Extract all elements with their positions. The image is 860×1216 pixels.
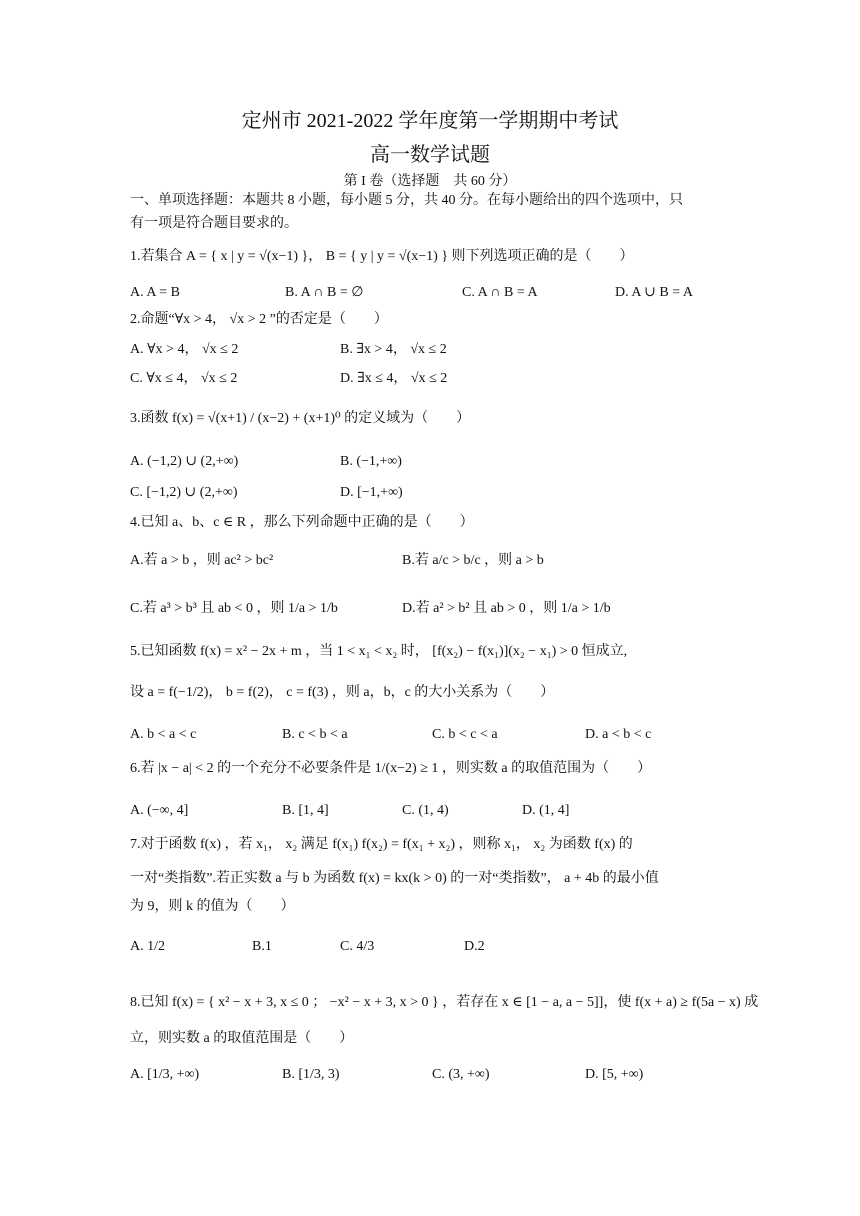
exam-subtitle: 高一数学试题 bbox=[370, 144, 490, 166]
question-4-option-c: C.若 a³ > b³ 且 ab < 0 ，则 1/a > 1/b bbox=[130, 601, 338, 616]
question-6-option-c: C. (1, 4) bbox=[402, 803, 449, 818]
instruction-line: 有一项是符合题目要求的。 bbox=[130, 216, 298, 231]
question-2-option-c: C. ∀x ≤ 4， √x ≤ 2 bbox=[130, 371, 238, 386]
question-3-option-a: A. (−1,2) ∪ (2,+∞) bbox=[130, 454, 239, 469]
question-5-option-d: D. a < b < c bbox=[585, 727, 652, 742]
section-heading: 第 I 卷（选择题 共 60 分） bbox=[343, 174, 517, 189]
question-5-option-a: A. b < a < c bbox=[130, 727, 197, 742]
question-2-option-b: B. ∃x > 4， √x ≤ 2 bbox=[340, 342, 447, 357]
question-5-option-c: C. b < c < a bbox=[432, 727, 498, 742]
question-7-option-d: D.2 bbox=[464, 939, 485, 954]
question-7-stem: 一对“类指数”.若正实数 a 与 b 为函数 f(x) = kx(k > 0) 的一对“类指数”， a + 4b 的最小值 bbox=[130, 871, 659, 886]
question-1-option-b: B. A ∩ B = ∅ bbox=[285, 285, 364, 300]
exam-title: 定州市 2021-2022 学年度第一学期期中考试 bbox=[241, 110, 619, 132]
question-8-option-b: B. [1/3, 3) bbox=[282, 1067, 340, 1082]
question-7-option-a: A. 1/2 bbox=[130, 939, 165, 954]
question-5-option-b: B. c < b < a bbox=[282, 727, 348, 742]
question-6-option-b: B. [1, 4] bbox=[282, 803, 329, 818]
question-2-stem: 2.命题“∀x > 4， √x > 2 ”的否定是（ ） bbox=[130, 312, 388, 327]
question-8-option-d: D. [5, +∞) bbox=[585, 1067, 644, 1082]
question-6-option-a: A. (−∞, 4] bbox=[130, 803, 189, 818]
question-4-option-b: B.若 a/c > b/c ，则 a > b bbox=[402, 553, 544, 568]
question-5-stem: 设 a = f(−1/2)， b = f(2)， c = f(3) ，则 a，b，c 的大小关系为（ ） bbox=[130, 685, 555, 700]
question-6-stem: 6.若 |x − a| < 2 的一个充分不必要条件是 1/(x−2) ≥ 1 ，则实数 a 的取值范围为（ ） bbox=[130, 761, 652, 776]
question-6-option-d: D. (1, 4] bbox=[522, 803, 570, 818]
question-1-option-d: D. A ∪ B = A bbox=[615, 285, 693, 300]
question-3-stem: 3.函数 f(x) = √(x+1) / (x−2) + (x+1)⁰ 的定义域为（ ） bbox=[130, 411, 471, 426]
question-1-option-c: C. A ∩ B = A bbox=[462, 285, 538, 300]
question-4-option-d: D.若 a² > b² 且 ab > 0 ，则 1/a > 1/b bbox=[402, 601, 611, 616]
question-5-stem: 5.已知函数 f(x) = x² − 2x + m ，当 1 < x₁ < x₂ 时， [f(x₂) − f(x₁)](x₂ − x₁) > 0 恒成立, bbox=[130, 644, 628, 659]
question-3-option-c: C. [−1,2) ∪ (2,+∞) bbox=[130, 485, 238, 500]
question-7-option-b: B.1 bbox=[252, 939, 272, 954]
question-8-stem: 8.已知 f(x) = { x² − x + 3, x ≤ 0 ； −x² − x + 3, x > 0 } ，若存在 x ∈ [1 − a, a − 5]]，使 f(x + a) ≥ f(5a − x) 成 bbox=[130, 995, 759, 1010]
question-8-option-c: C. (3, +∞) bbox=[432, 1067, 490, 1082]
question-4-stem: 4.已知 a、b、c ∈ R ，那么下列命题中正确的是（ ） bbox=[130, 515, 474, 530]
question-2-option-d: D. ∃x ≤ 4， √x ≤ 2 bbox=[340, 371, 448, 386]
question-8-option-a: A. [1/3, +∞) bbox=[130, 1067, 200, 1082]
question-7-option-c: C. 4/3 bbox=[340, 939, 375, 954]
instruction-line: 一、单项选择题：本题共 8 小题，每小题 5 分，共 40 分。在每小题给出的四个选项中，只 bbox=[130, 193, 683, 208]
question-7-stem: 为 9，则 k 的值为（ ） bbox=[130, 899, 295, 914]
question-4-option-a: A.若 a > b ，则 ac² > bc² bbox=[130, 553, 274, 568]
question-7-stem: 7.对于函数 f(x) ，若 x₁， x₂ 满足 f(x₁) f(x₂) = f(x₁ + x₂) ，则称 x₁， x₂ 为函数 f(x) 的 bbox=[130, 837, 633, 852]
question-1-stem: 1.若集合 A = { x | y = √(x−1) }， B = { y | y = √(x−1) } 则下列选项正确的是（ ） bbox=[130, 249, 634, 264]
question-2-option-a: A. ∀x > 4， √x ≤ 2 bbox=[130, 342, 239, 357]
question-3-option-d: D. [−1,+∞) bbox=[340, 485, 403, 500]
question-8-stem: 立，则实数 a 的取值范围是（ ） bbox=[130, 1031, 354, 1046]
question-1-option-a: A. A = B bbox=[130, 285, 180, 300]
question-3-option-b: B. (−1,+∞) bbox=[340, 454, 402, 469]
